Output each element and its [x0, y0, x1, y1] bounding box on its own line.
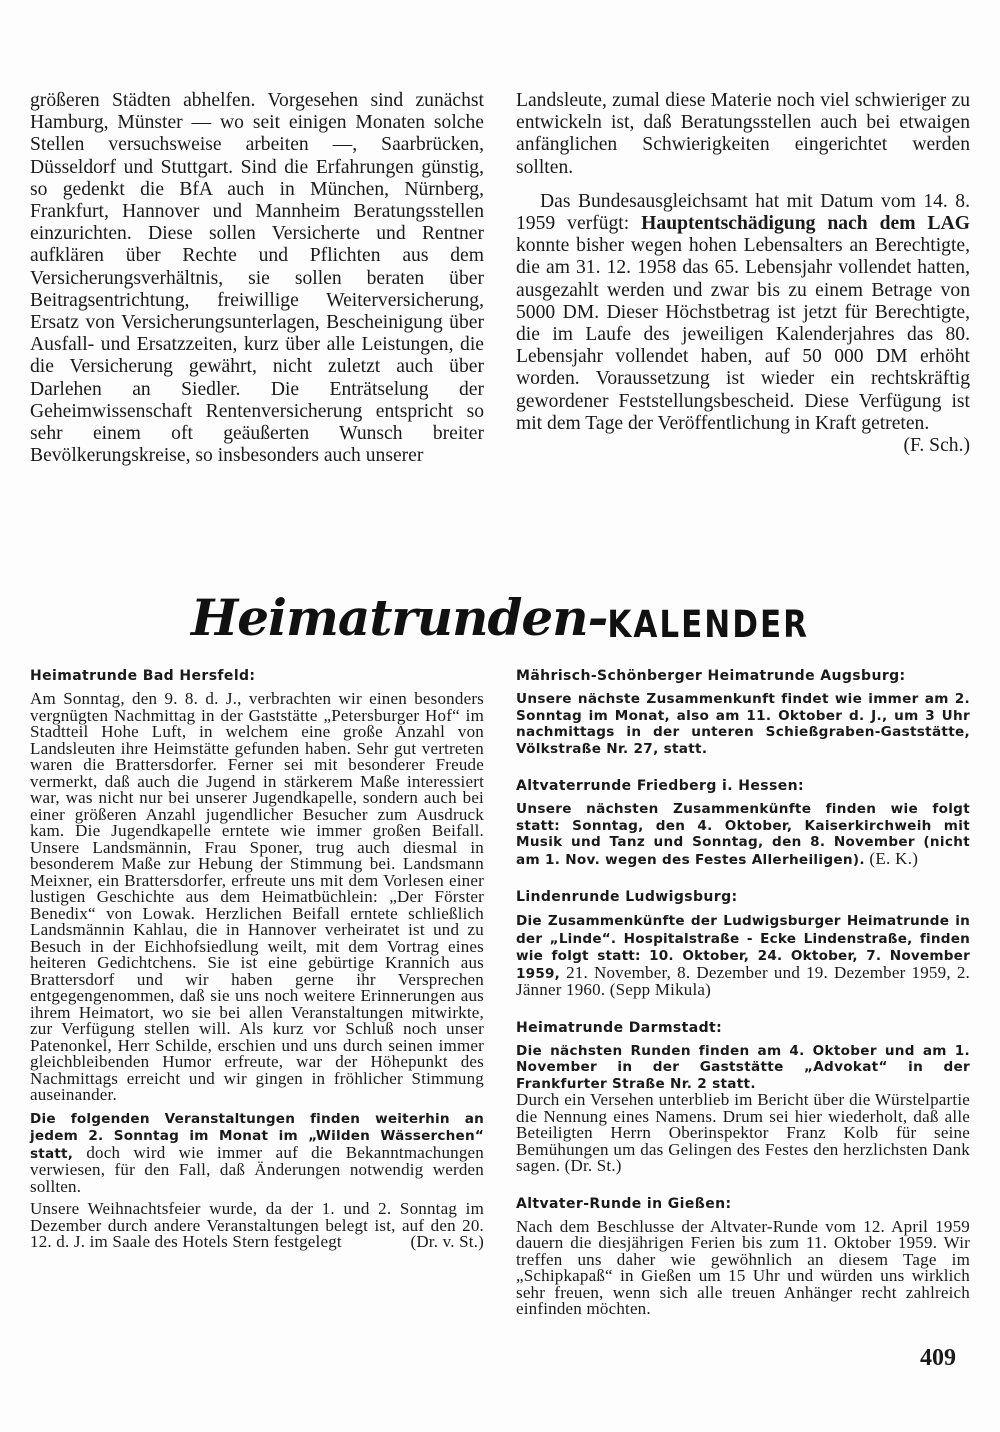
- entry-notice-bold: Die folgenden Veranstaltungen finden weiterhin an jedem 2. Sonntag im Monat im „Wilden Wässerchen“ statt,: [30, 1110, 484, 1162]
- entry-heading: Heimatrunde Darmstadt:: [516, 1019, 723, 1036]
- entry-body: Durch ein Versehen unterblieb im Bericht über die Würstelpartie die Nennung eines Namens. Drum sei hier wiederholt, daß alle Beteiligten Herrn Oberinspektor Franz Kolb für seine Bemühungen um das Gelingen des Festes den herzlichsten Dank sagen. (Dr. St.): [516, 1090, 970, 1175]
- text-run: Unsere nächsten Zusammenkünfte finden wie folgt statt: Sonntag, den 4. Oktober, Kaiserkirchweih mit Musik und Tanz und Sonntag, den 8. November (nicht am 1. Nov. wegen des Festes Allerheiligen).: [516, 801, 970, 868]
- section-title-script: Heimatrunden-: [190, 588, 608, 647]
- calendar-entry: [30, 667, 484, 1251]
- article-paragraph-lag: [516, 190, 970, 457]
- article-paragraph: größeren Städten abhelfen. Vorgesehen sind zunächst Hamburg, Münster — wo seit einigen Monaten solche Stellen versuchsweise arbeiten —, Saarbrücken, Düsseldorf und Stuttgart. Sind die Erfahrungen günstig, so gedenkt die BfA auch in München, Nürnberg, Frankfurt, Hannover und Mannheim Beratungsstellen einzurichten. Diese sollen Versicherte und Rentner aufklären über Rechte und Pflichten aus dem Versicherungsverhältnis, sie sollen beraten über Beitragsentrichtung, freiwillige Weiterversicherung, Ersatz von Versicherungsunterlagen, Bescheinigung über Ausfall- und Ersatzzeiten, kurz über alle Leistungen, die die Versicherung gewährt, nicht zuletzt auch über Darlehen an Siedler. Die Enträtselung der Geheimwissenschaft Rentenversicherung entspricht so sehr einem oft geäußerten Wunsch breiter Bevölkerungskreise, so insbesonders auch unserer: [30, 90, 484, 467]
- calendar-entry: [516, 888, 970, 999]
- calendar-entry: [516, 1019, 970, 1175]
- entry-body: Nach dem Beschlusse der Altvater-Runde vom 12. April 1959 dauern die diesjährigen Ferien bis zum 11. Oktober 1959. Wir treffen uns daher wie gewöhnlich an diesem Tage im „Schipkapaß“ in Gießen um 15 Uhr und würden uns wirklich sehr freuen, wenn sich alle treuen Anhänger recht zahlreich einfinden möchten.: [516, 1216, 970, 1318]
- calendar-column-right: [516, 667, 970, 1338]
- entry-body: Am Sonntag, den 9. 8. d. J., verbrachten wir einen besonders vergnügten Nachmittag in der Gaststätte „Petersburger Hof“ im Stadtteil Hohe Luft, in welchem eine große Anzahl von Landsleuten ihre Heimstätte gefunden haben. Sehr gut vertreten waren die Brattersdorfer. Ferner sei mit besonderer Freude vermerkt, daß auch die Jugend in stärkerem Maße interessiert war, was nicht nur bei unserer Jugendkapelle, sondern auch bei einer größeren Anzahl jugendlicher Besucher zum Ausdruck kam. Die Jugendkapelle erntete wie immer großen Beifall. Unsere Landsmännin, Frau Sponer, trug auch diesmal in besonderem Maße zur Hebung der Stimmung bei. Landsmann Meixner, ein Brattersdorfer, erfreute uns mit dem Vorlesen einer lustigen Geschichte aus dem Heimatbüchlein: „Der Förster Benedix“ von Lowak. Herzlichen Beifall erntete schließlich Landsmännin Kahlau, die in Hannover verheiratet ist und zu Besuch in der Eichhofsiedlung weilt, mit dem Vortrag eines heiteren Gedichtchens. Sie ist eine gebürtige Krannich aus Brattersdorf und wir haben gerne ihr Versprechen entgegengenommen, daß sie uns noch weitere Erinnerungen aus ihrem Heimatort, wo sie bei allen Veranstaltungen mitwirkte, zur Verfügung stellen will. Als kurz vor Schluß noch unser Patenonkel, Herr Schilde, erschien und uns durch seinen immer gleichbleibenden Humor erfreute, war der Höhepunkt des Nachmittags erreicht und wir gingen in fröhlicher Stimmung auseinander.: [30, 689, 484, 1104]
- entry-heading: Altvaterrunde Friedberg i. Hessen:: [516, 778, 804, 794]
- entry-heading: Altvater-Runde in Gießen:: [516, 1195, 732, 1212]
- author-signature: (F. Sch.): [903, 435, 970, 457]
- page-number: 409: [920, 1345, 956, 1371]
- section-title-caps: KALENDER: [607, 603, 810, 647]
- text-run: Das Bundesausgleichsamt hat mit Datum vom 14. 8. 1959 verfügt:: [516, 190, 970, 235]
- article-column-right: [516, 90, 970, 457]
- calendar-entry: [516, 1195, 970, 1318]
- bold-phrase: Hauptentschädigung nach dem LAG: [641, 213, 970, 235]
- entry-heading: Heimatrunde Bad Hersfeld:: [30, 668, 256, 684]
- section-title: [0, 588, 1000, 647]
- calendar-column-left: [30, 667, 484, 1271]
- entry-body-bold: Unsere nächste Zusammenkunft findet wie immer am 2. Sonntag im Monat, also am 11. Oktober d. J., um 3 Uhr nachmittags in der unteren Schießgraben-Gaststätte, Völkstraße Nr. 27, statt.: [516, 691, 970, 757]
- author-signature: (Dr. v. St.): [410, 1232, 484, 1251]
- entry-body-bold: Die nächsten Runden finden am 4. Oktober und am 1. November in der Gaststätte „Advokat“ in der Frankfurter Straße Nr. 2 statt.: [516, 1042, 970, 1092]
- author-signature: (E. K.): [864, 848, 919, 868]
- text-run: 21. November, 8. Dezember und 19. Dezember 1959, 2. Jänner 1960. (Sepp Mikula): [516, 962, 970, 999]
- entry-final-paragraph: [30, 1201, 484, 1251]
- entry-heading: Lindenrunde Ludwigsburg:: [516, 889, 738, 905]
- entry-body-bold: Die Zusammenkünfte der Ludwigsburger Heimatrunde in der „Linde“. Hospitalstraße - Ecke Lindenstraße, finden wie folgt statt: 10. Oktober, 24. Oktober, 7. November 1959,: [516, 913, 970, 982]
- entry-body-bold: [516, 801, 970, 868]
- calendar-entry: [516, 667, 970, 757]
- entry-body: [516, 912, 970, 999]
- article-paragraph: Landsleute, zumal diese Materie noch viel schwieriger zu entwickeln ist, daß Beratungsstellen auch bei etwaigen anfänglichen Schwierigkeiten eingerichtet werden sollten.: [516, 90, 970, 178]
- entry-notice: [30, 1110, 484, 1196]
- calendar-entry: [516, 777, 970, 868]
- text-run: doch wird wie immer auf die Bekanntmachungen verwiesen, für den Fall, daß Änderungen notwendig werden sollten.: [30, 1142, 484, 1196]
- entry-heading: Mährisch-Schönberger Heimatrunde Augsburg:: [516, 668, 906, 684]
- text-run: Unsere Weihnachtsfeier wurde, da der 1. und 2. Sonntag im Dezember durch andere Veranstaltungen belegt ist, auf den 20. 12. d. J. im Saale des Hotels Stern festgelegt: [30, 1199, 484, 1251]
- text-run: konnte bisher wegen hohen Lebensalters an Berechtigte, die am 31. 12. 1958 das 65. Lebensjahr vollendet hatten, ausgezahlt werden und zwar bis zu einem Betrage von 5000 DM. Dieser Höchstbetrag ist jetzt für Berechtigte, die im Laufe des jeweiligen Kalenderjahres das 80. Lebensjahr vollendet haben, auf 50 000 DM erhöht worden. Voraussetzung ist wieder ein rechtskräftig gewordener Feststellungsbescheid. Diese Verfügung ist mit dem Tage der Veröffentlichung in Kraft getreten.: [516, 235, 970, 434]
- article-column-left: [30, 90, 484, 467]
